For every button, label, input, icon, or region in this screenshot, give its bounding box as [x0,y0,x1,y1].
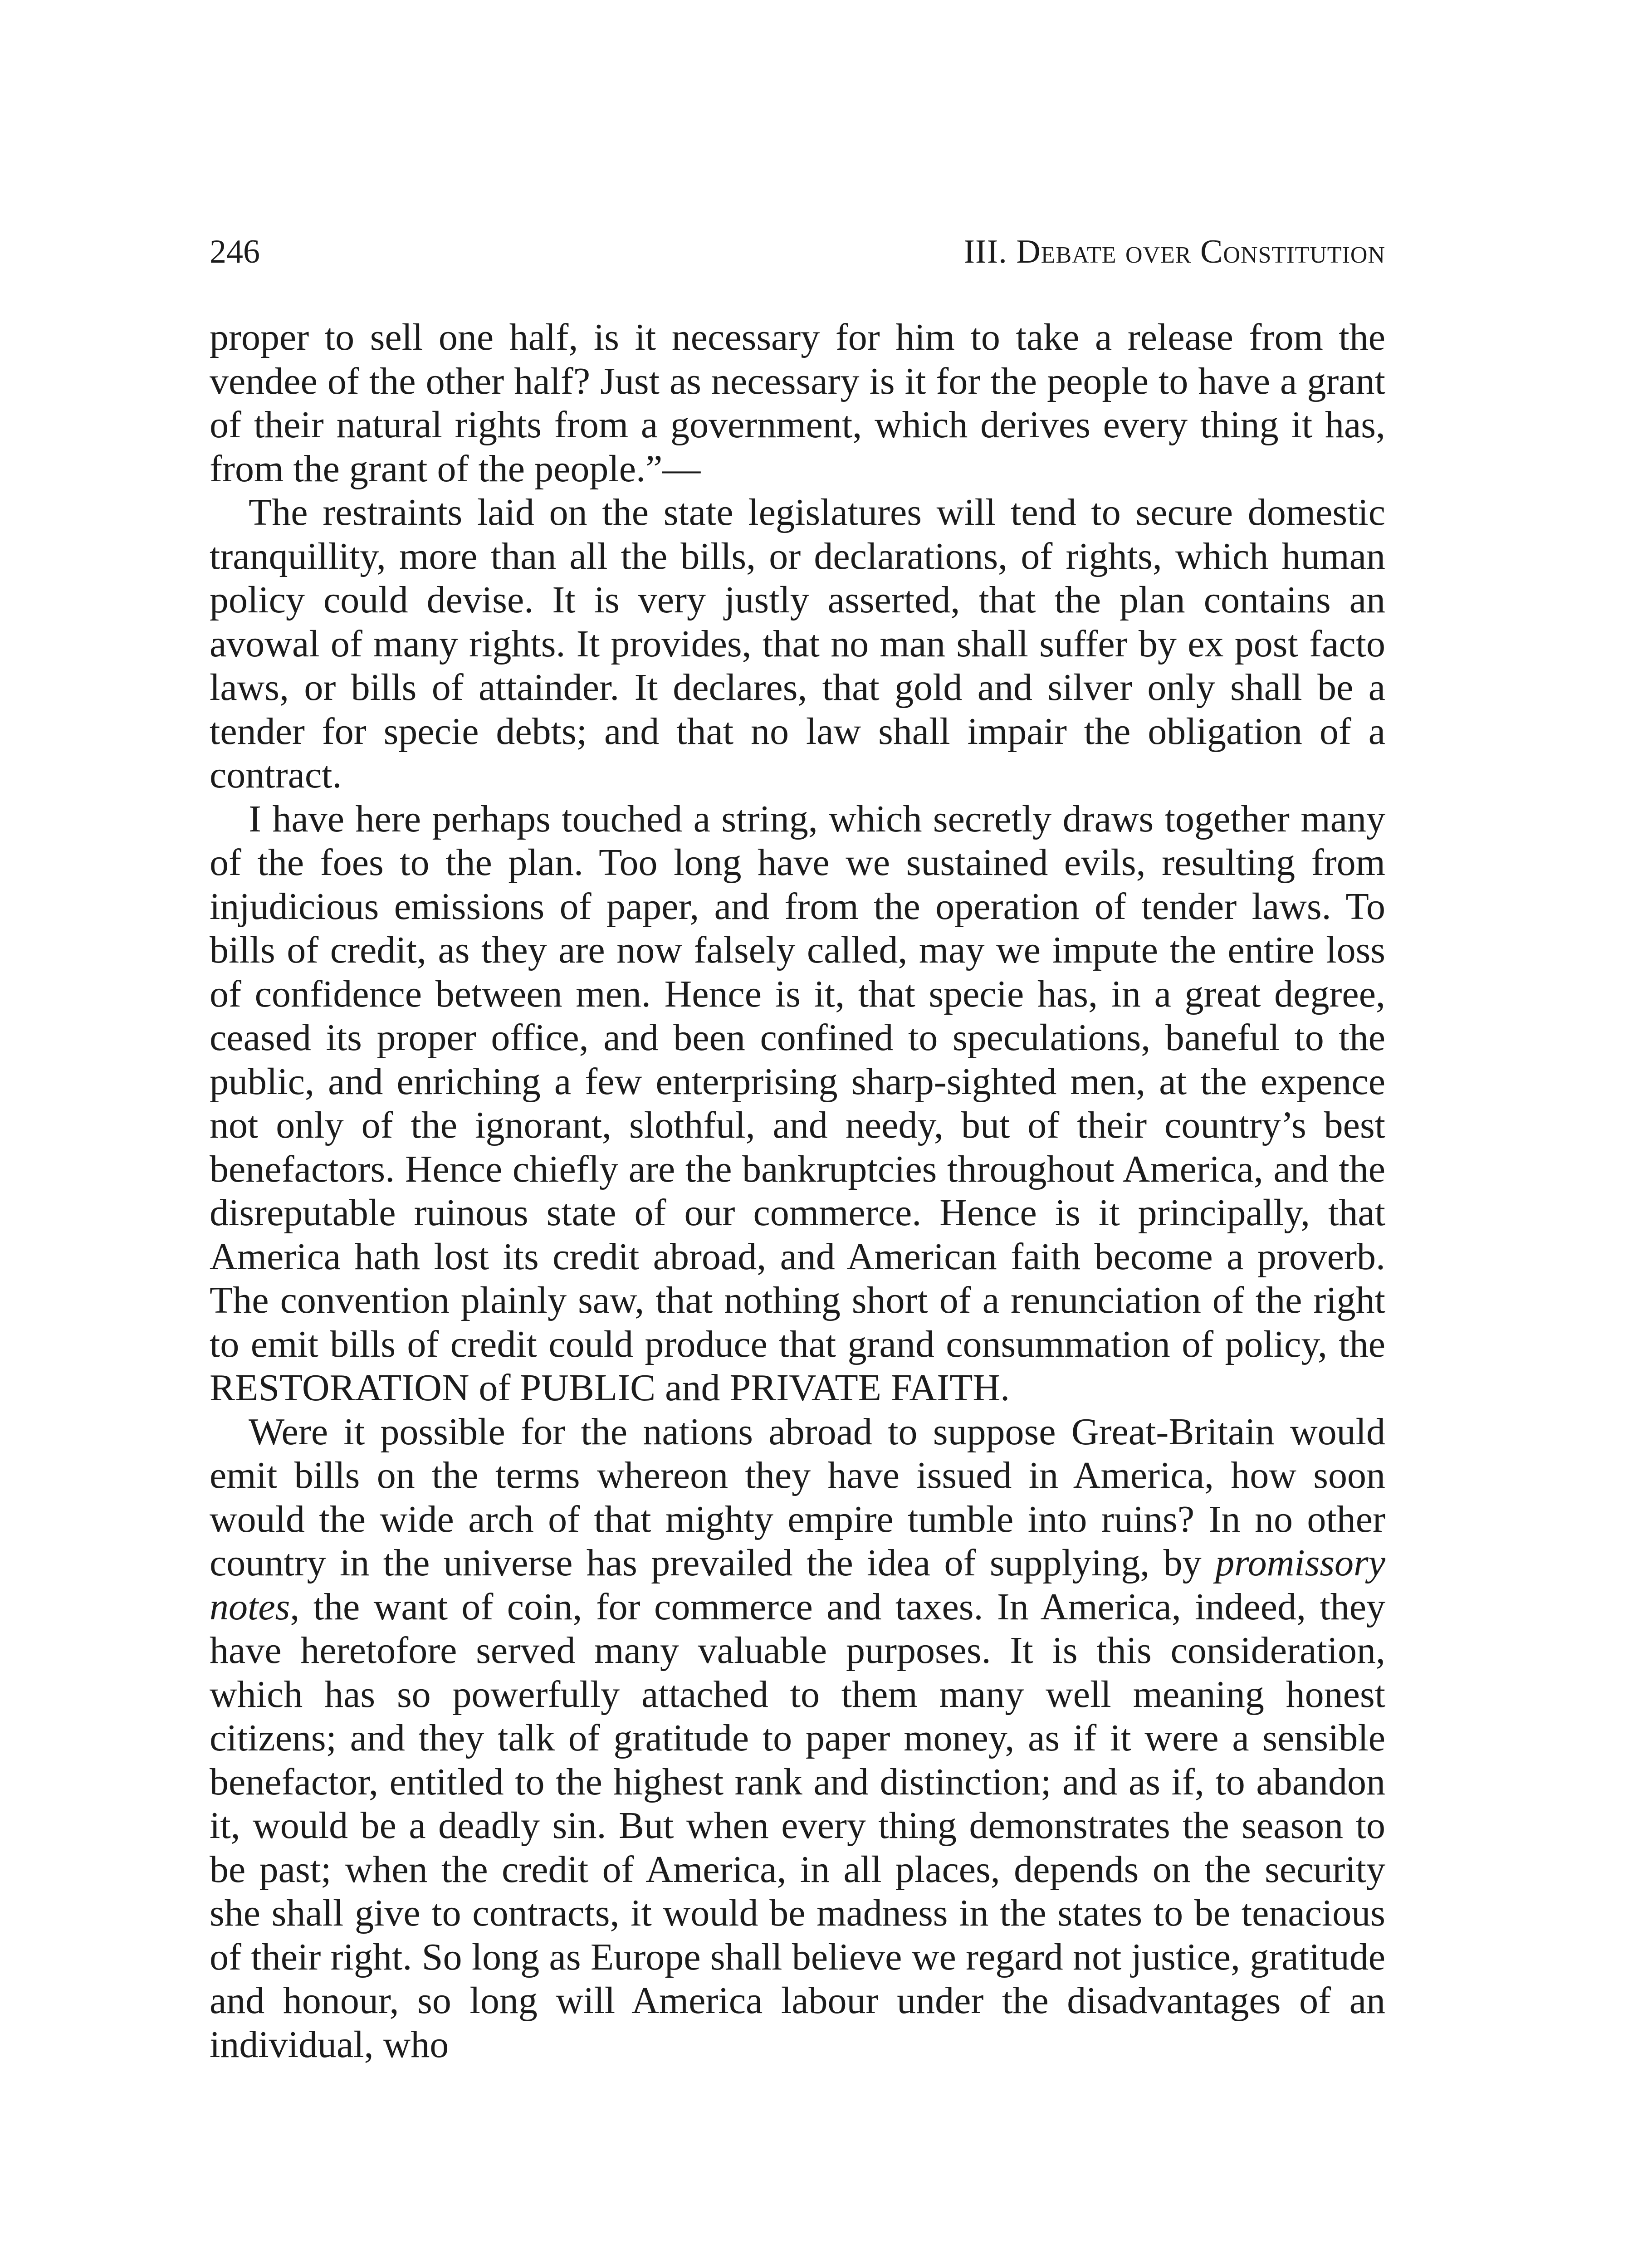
paragraph-text-before-italic: Were it possible for the nations abroad to suppose Great-Britain would emit bills on the terms whereon they have issued in America, how soon would the wide arch of that mighty empire tumble into ruins? In no other country in the universe has prevailed the idea of supplying, by [210,1410,1385,1584]
italic-phrase: promissory notes [210,1542,1385,1628]
paragraph-paper-money [210,1410,1385,2067]
paragraph-restraints: The restraints laid on the state legislatures will tend to secure domestic tranquillity, more than all the bills, or declarations, of rights, which human policy could devise. It is very justly asserted, that the plan contains an avowal of many rights. It provides, that no man shall suffer by ex post facto laws, or bills of attainder. It declares, that gold and silver only shall be a tender for specie debts; and that no law shall impair the obligation of a contract. [210,491,1385,796]
running-title: III. Debate over Constitution [963,233,1385,270]
paragraph-bills-of-credit: I have here perhaps touched a string, which secretly draws together many of the foes to the plan. Too long have we sustained evils, resulting from injudicious emissions of paper, and from the operation of tender laws. To bills of credit, as they are now falsely called, may we impute the entire loss of confidence between men. Hence is it, that specie has, in a great degree, ceased its proper office, and been confined to speculations, baneful to the public, and enriching a few enterprising sharp-sighted men, at the expence not only of the ignorant, slothful, and needy, but of their country’s best benefactors. Hence chiefly are the bankruptcies throughout America, and the disreputable ruinous state of our commerce. Hence is it principally, that America hath lost its credit abroad, and American faith become a proverb. The convention plainly saw, that nothing short of a renunciation of the right to emit bills of credit could produce that grand consummation of policy, the RESTORATION of PUBLIC and PRIVATE FAITH. [210,797,1385,1409]
paragraph-continuation: proper to sell one half, is it necessary for him to take a release from the vendee of the other half? Just as necessary is it for the people to have a grant of their natural rights from a government, which derives every thing it has, from the grant of the people.”— [210,316,1385,490]
running-head [210,227,1385,277]
page-number: 246 [210,233,260,270]
body-text [210,316,1385,2067]
paragraph-text-after-italic: , the want of coin, for commerce and taxes. In America, indeed, they have heretofore served many valuable purposes. It is this consideration, which has so powerfully attached to them many well meaning honest citizens; and they talk of gratitude to paper money, as if it were a sensible benefactor, entitled to the highest rank and distinction; and as if, to abandon it, would be a deadly sin. But when every thing demonstrates the season to be past; when the credit of America, in all places, depends on the security she shall give to contracts, it would be madness in the states to be tenacious of their right. So long as Europe shall believe we regard not justice, gratitude and honour, so long will America labour under the disadvantages of an individual, who [210,1585,1385,2066]
